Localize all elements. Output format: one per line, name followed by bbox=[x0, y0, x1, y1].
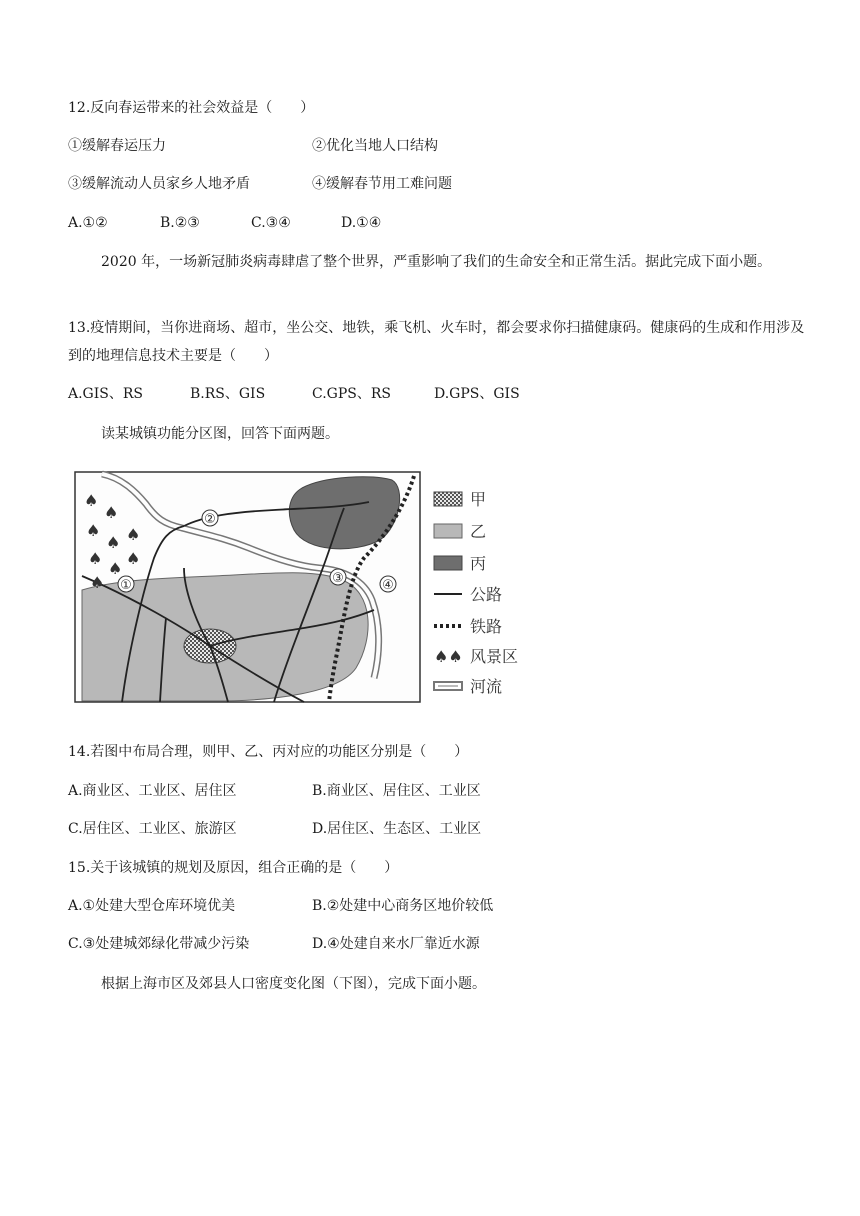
legend-road: 公路 bbox=[470, 585, 503, 604]
svg-text:♠: ♠ bbox=[88, 549, 103, 568]
q13-option-c: C.GPS、RS bbox=[312, 386, 391, 402]
q12-item-1: ①缓解春运压力 bbox=[68, 138, 166, 154]
q12-option-b: B.②③ bbox=[160, 215, 200, 231]
svg-text:♠: ♠ bbox=[84, 491, 99, 510]
q13-option-a: A.GIS、RS bbox=[68, 386, 143, 402]
legend-scenic: 风景区 bbox=[470, 647, 519, 666]
q12-item-4: ④缓解春节用工难问题 bbox=[312, 176, 452, 192]
q12-stem: 12.反向春运带来的社会效益是（ ） bbox=[68, 100, 315, 116]
legend-yi: 乙 bbox=[470, 522, 487, 541]
svg-text:♠: ♠ bbox=[104, 503, 119, 522]
q15-option-b: B.②处建中心商务区地价较低 bbox=[312, 898, 494, 914]
legend-railway: 铁路 bbox=[470, 617, 503, 636]
q15-option-d: D.④处建自来水厂靠近水源 bbox=[312, 936, 480, 952]
svg-text:♠: ♠ bbox=[90, 573, 105, 592]
q12-item-2: ②优化当地人口结构 bbox=[312, 138, 438, 154]
town-zoning-map-svg bbox=[74, 468, 544, 708]
svg-text:♠: ♠ bbox=[108, 559, 123, 578]
q14-option-a: A.商业区、工业区、居住区 bbox=[68, 783, 237, 799]
map-legend bbox=[434, 490, 518, 696]
legend-bing: 丙 bbox=[470, 554, 487, 573]
q14-stem: 14.若图中布局合理，则甲、乙、丙对应的功能区分别是（ ） bbox=[68, 744, 469, 760]
intro-covid: 2020 年，一场新冠肺炎病毒肆虐了整个世界，严重影响了我们的生命安全和正常生活。据此完成下面小题。 bbox=[101, 254, 772, 270]
q13-stem: 13.疫情期间，当你进商场、超市，坐公交、地铁，乘飞机、火车时，都会要求你扫描健康码。健康码的生成和作用涉及到的地理信息技术主要是（ ） bbox=[68, 320, 805, 364]
q12-option-c: C.③④ bbox=[251, 215, 291, 231]
svg-text:♠: ♠ bbox=[86, 521, 101, 540]
q14-option-c: C.居住区、工业区、旅游区 bbox=[68, 821, 237, 837]
svg-text:♠: ♠ bbox=[106, 533, 121, 552]
marker-3: ③ bbox=[332, 571, 344, 586]
q14-option-b: B.商业区、居住区、工业区 bbox=[312, 783, 481, 799]
q13-option-d: D.GPS、GIS bbox=[434, 386, 520, 402]
svg-text:♠: ♠ bbox=[126, 525, 141, 544]
q13-option-b: B.RS、GIS bbox=[190, 386, 266, 402]
q12-option-d: D.①④ bbox=[341, 215, 382, 231]
q14-option-d: D.居住区、生态区、工业区 bbox=[312, 821, 482, 837]
q15-option-c: C.③处建城郊绿化带减少污染 bbox=[68, 936, 250, 952]
marker-2: ② bbox=[204, 512, 216, 527]
q12-option-a: A.①② bbox=[68, 215, 108, 231]
legend-river: 河流 bbox=[470, 677, 503, 696]
intro-shanghai: 根据上海市区及郊县人口密度变化图（下图），完成下面小题。 bbox=[101, 976, 486, 992]
zone-bing bbox=[289, 477, 399, 549]
town-zoning-map bbox=[74, 468, 544, 708]
q12-item-3: ③缓解流动人员家乡人地矛盾 bbox=[68, 176, 250, 192]
intro-map: 读某城镇功能分区图，回答下面两题。 bbox=[101, 426, 339, 442]
legend-jia: 甲 bbox=[470, 490, 487, 509]
marker-4: ④ bbox=[382, 578, 394, 593]
q15-option-a: A.①处建大型仓库环境优美 bbox=[68, 898, 236, 914]
svg-text:♠♠: ♠♠ bbox=[434, 647, 463, 666]
svg-text:♠: ♠ bbox=[126, 549, 141, 568]
marker-1: ① bbox=[120, 578, 132, 593]
q15-stem: 15.关于该城镇的规划及原因，组合正确的是（ ） bbox=[68, 860, 399, 876]
